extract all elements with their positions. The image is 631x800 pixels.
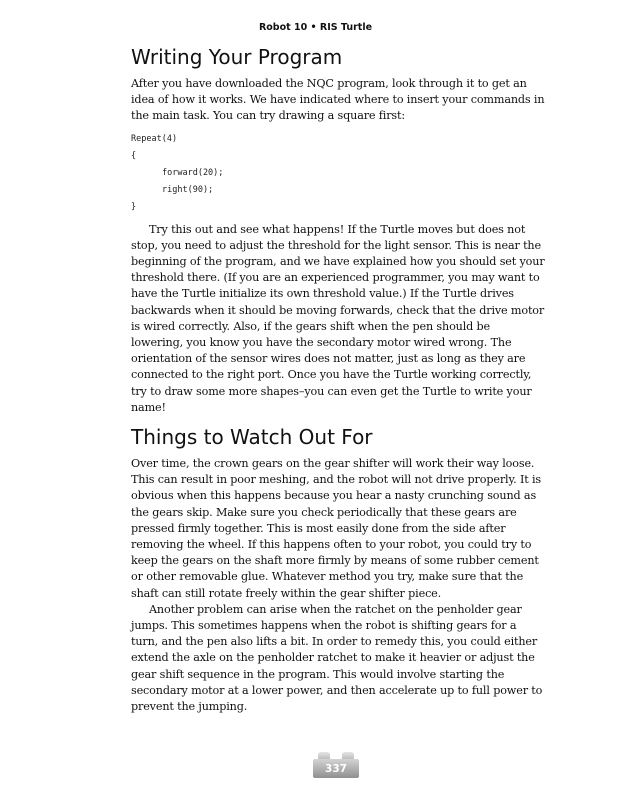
code-line: { <box>131 150 137 161</box>
running-head: Robot 10 • RIS Turtle <box>258 22 373 33</box>
body-paragraph: Try this out and see what happens! If the Turtle moves but does not stop, you need to adjust the threshold for the light sensor. This is near the beginning of the program, and we have explained how you should set your threshold there. (If you are an experienced programmer, you may want to have the Turtle initialize its own threshold value.) If the Turtle drives backwards when it should be moving forwards, check that the drive motor is wired correctly. Also, if the gears shift when the pen should be lowering, you know you have the secondary motor wired wrong. The orientation of the sensor wires does not matter, just as long as they are connected to the right port. Once you have the Turtle working correctly, try to draw some more shapes–you can even get the Turtle to write your name! <box>131 222 545 414</box>
code-block <box>131 131 545 216</box>
section-heading-writing-program: Writing Your Program <box>131 45 343 69</box>
code-line: } <box>131 201 137 212</box>
code-line: forward(20); <box>162 167 224 178</box>
page-number: 337 <box>325 763 347 775</box>
page-content <box>131 44 545 715</box>
code-line: Repeat(4) <box>131 133 178 144</box>
body-paragraph: Another problem can arise when the ratchet on the penholder gear jumps. This sometimes happens when the robot is shifting gears for a turn, and the pen also lifts a bit. In order to remedy this, you could either extend the axle on the penholder ratchet to make it heavier or adjust the gear shift sequence in the program. This would involve starting the secondary motor at a lower power, and then accelerate up to full power to prevent the jumping. <box>131 602 543 714</box>
code-line: right(90); <box>162 184 214 195</box>
section-heading-watch-out: Things to Watch Out For <box>131 425 373 450</box>
page-number-brick <box>313 759 359 778</box>
intro-paragraph: After you have downloaded the NQC program, look through it to get an idea of how it works. We have indicated where to insert your commands in the main task. You can try drawing a square first: <box>131 77 545 123</box>
body-paragraph: Over time, the crown gears on the gear shifter will work their way loose. This can result in poor meshing, and the robot will not drive properly. It is obvious when this happens because you hear a nasty crunching sound as the gears skip. Make sure you check periodically that these gears are pressed firmly together. This is most easily done from the side after removing the wheel. If this happens often to your robot, you could try to keep the gears on the shaft more firmly by means of some rubber cement or other removable glue. Whatever method you try, make sure that the shaft can still rotate freely within the gear shifter piece. <box>131 457 541 600</box>
page-number-badge <box>313 752 359 778</box>
